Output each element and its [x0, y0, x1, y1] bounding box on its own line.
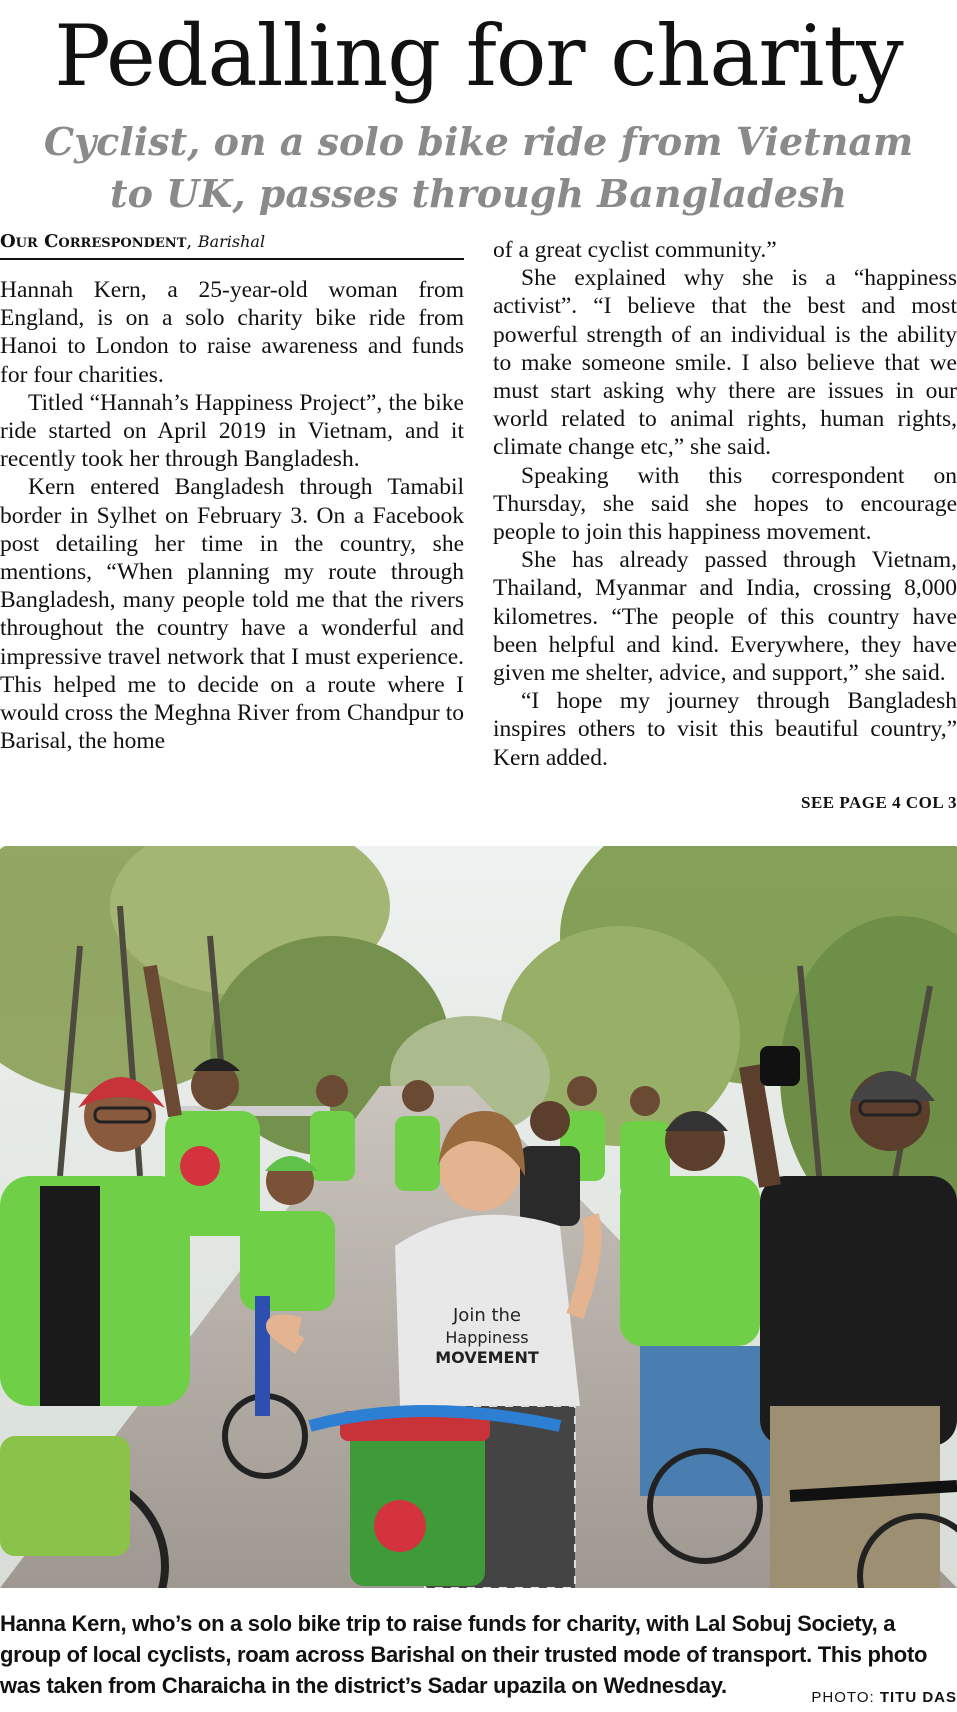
deck-subheadline	[0, 116, 957, 220]
byline-name: Our Correspondent	[0, 231, 187, 252]
paragraph: “I hope my journey through Bangladesh inspires others to visit this beautiful country,” Kern added.	[493, 688, 957, 771]
shirt-print-line-1: Join the	[453, 1305, 521, 1326]
byline-separator: ,	[186, 231, 198, 252]
paragraph: She has already passed through Vietnam, Thailand, Myanmar and India, crossing 8,000 kilometres. “The people of this country have been helpful and kind. Everywhere, they have given me shelter, advice, and support,” she said.	[493, 547, 957, 687]
byline-place: Barishal	[197, 232, 266, 251]
photo-credit	[811, 1689, 957, 1706]
paragraph: Speaking with this correspondent on Thursday, she said she hopes to encourage people to join this happiness movement.	[493, 462, 957, 546]
paragraph: She explained why she is a “happiness activist”. “I believe that the best and most powerful strength of an individual is the ability to make someone smile. I also believe that we must start asking why there are issues in our world related to animal rights, human rights, climate change etc,” she said.	[493, 265, 957, 461]
article-column-right	[493, 236, 957, 772]
headline: Pedalling for charity	[54, 7, 903, 105]
paragraph: Kern entered Bangladesh through Tamabil border in Sylhet on February 3. On a Facebook post detailing her time in the country, she mentions, “When planning my route through Bangladesh, many people told me that the rivers throughout the country have a wonderful and impressive travel network that I must experience. This helped me to decide on a route where I would cross the Meghna River from Chandpur to Barisal, the home	[0, 474, 464, 755]
shirt-print-line-3: MOVEMENT	[435, 1348, 539, 1367]
article-column-left	[0, 276, 464, 755]
paragraph: of a great cyclist community.”	[493, 237, 777, 263]
deck-line-2: to UK, passes through Bangladesh	[110, 171, 847, 216]
photo-caption: Hanna Kern, who’s on a solo bike trip to raise funds for charity, with Lal Sobuj Society, a group of local cyclists, roam across Barishal on their trusted mode of transport. This photo was taken from Charaicha in the district’s Sadar upazila on Wednesday.	[0, 1611, 928, 1698]
shirt-print-line-2: Happiness	[445, 1328, 529, 1347]
photo-illustration	[0, 846, 957, 1588]
jump-line: SEE PAGE 4 COL 3	[801, 793, 957, 812]
deck-line-1: Cyclist, on a solo bike ride from Vietnam	[43, 119, 914, 164]
paragraph: Titled “Hannah’s Happiness Project”, the bike ride started on April 2019 in Vietnam, and it recently took her through Bangladesh.	[0, 389, 464, 473]
news-photo	[0, 846, 957, 1588]
photo-credit-name: TITU DAS	[879, 1689, 957, 1706]
byline	[0, 228, 464, 260]
photo-credit-label: PHOTO:	[811, 1689, 875, 1706]
paragraph: Hannah Kern, a 25-year-old woman from England, is on a solo charity bike ride from Hanoi to London to raise awareness and funds for four charities.	[0, 277, 464, 388]
